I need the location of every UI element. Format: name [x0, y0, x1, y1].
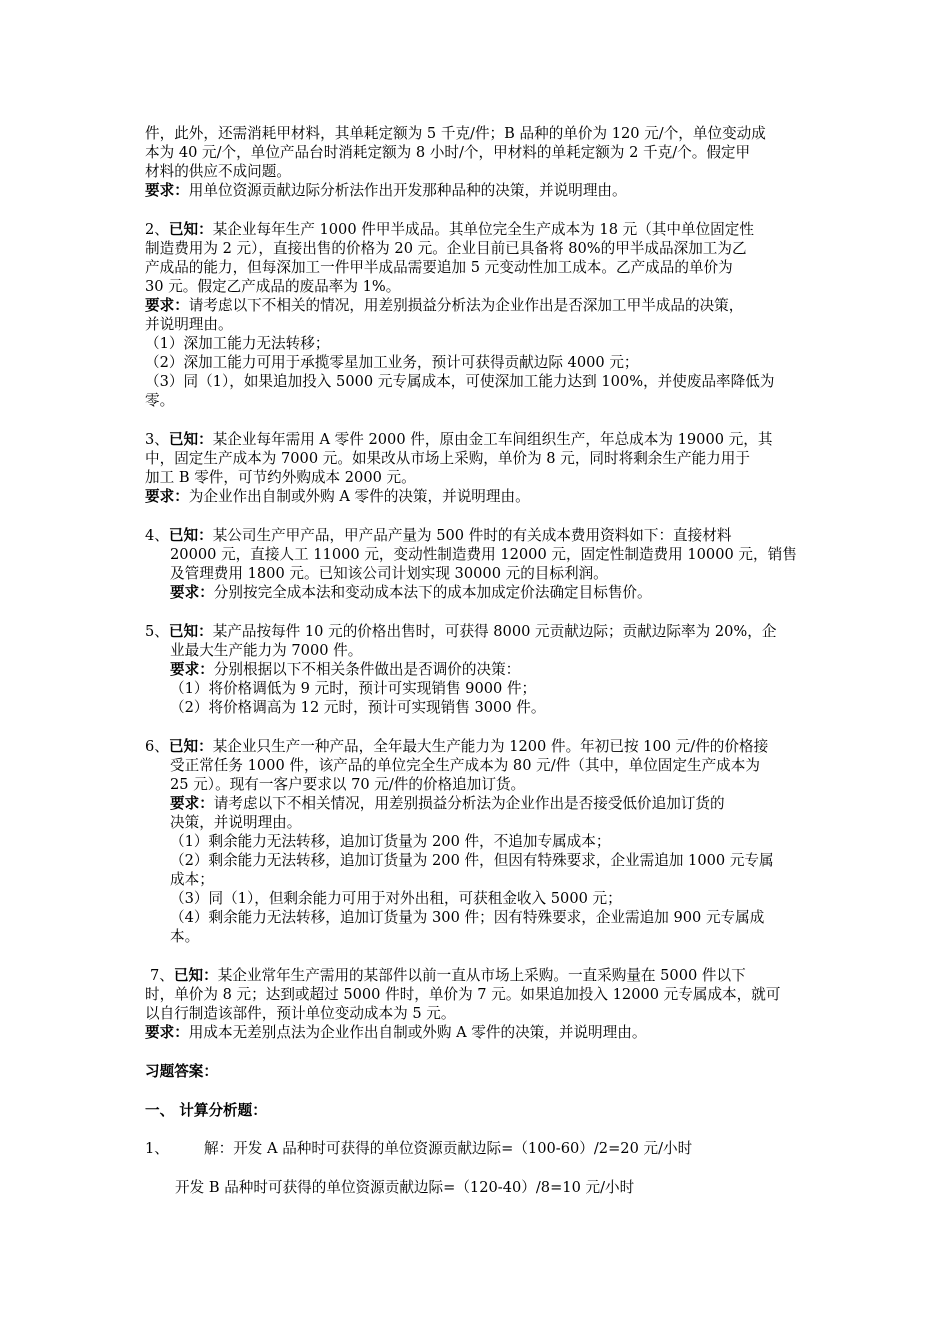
condition-item: （1）深加工能力无法转移；	[145, 335, 330, 352]
paragraph-line: 受正常任务 1000 件，该产品的单位完全生产成本为 80 元/件（其中，单位固定生产成本为	[170, 757, 760, 774]
question-number: 3、	[145, 431, 169, 448]
requirement-line	[145, 296, 743, 315]
paragraph-line: 制造费用为 2 元），直接出售的价格为 20 元。企业目前已具备将 80%的甲半成品深加工为乙	[145, 240, 747, 257]
paragraph-line: 25 元）。现有一客户要求以 70 元/件的价格追加订货。	[170, 776, 526, 793]
paragraph-line: 业最大生产能力为 7000 件。	[170, 642, 363, 659]
known-label: 已知：	[168, 221, 213, 238]
condition-item: （3）同（1），但剩余能力可用于对外出租，可获租金收入 5000 元；	[170, 890, 622, 907]
requirement-line	[145, 1023, 646, 1042]
question-4-line	[145, 526, 731, 545]
answers-heading: 习题答案：	[145, 1063, 218, 1080]
paragraph-line: 加工 B 零件，可节约外购成本 2000 元。	[145, 469, 416, 486]
condition-item: （2）剩余能力无法转移，追加订货量为 200 件，但因有特殊要求，企业需追加 1000 元专属	[170, 852, 774, 869]
paragraph-line: 20000 元，直接人工 11000 元，变动性制造费用 12000 元，固定性制造费用 10000 元，销售	[170, 546, 797, 563]
requirement-line	[170, 583, 652, 602]
condition-item: （1）剩余能力无法转移，追加订货量为 200 件，不追加专属成本；	[170, 833, 611, 850]
section-heading: 一、 计算分析题：	[145, 1102, 267, 1119]
paragraph-line: 及管理费用 1800 元。已知该公司计划实现 30000 元的目标利润。	[170, 565, 608, 582]
question-number: 6、	[145, 738, 169, 755]
known-label: 已知：	[173, 967, 218, 984]
condition-item: （2）深加工能力可用于承揽零星加工业务，预计可获得贡献边际 4000 元；	[145, 354, 639, 371]
question-number: 5、	[145, 623, 169, 640]
known-label: 已知：	[168, 738, 213, 755]
known-label: 已知：	[168, 527, 213, 544]
question-text: 某企业只生产一种产品，全年最大生产能力为 1200 件。年初已按 100 元/件的价格接	[212, 738, 769, 755]
requirement-text: 用成本无差别点法为企业作出自制或外购 A 零件的决策，并说明理由。	[188, 1024, 647, 1041]
paragraph-line: 30 元。假定乙产成品的废品率为 1%。	[145, 278, 401, 295]
requirement-text: 请考虑以下不相关情况，用差别损益分析法为企业作出是否接受低价追加订货的	[213, 795, 725, 812]
paragraph-line: 件，此外，还需消耗甲材料，其单耗定额为 5 千克/件；B 品种的单价为 120 元/个，单位变动成	[145, 125, 766, 142]
question-text: 某企业常年生产需用的某部件以前一直从市场上采购。一直采购量在 5000 件以下	[217, 967, 746, 984]
paragraph-line: 并说明理由。	[145, 316, 233, 333]
requirement-text: 用单位资源贡献边际分析法作出开发那种品种的决策，并说明理由。	[188, 182, 627, 199]
answer-1-line: 开发 B 品种时可获得的单位资源贡献边际=（120-40）/8=10 元/小时	[175, 1179, 635, 1196]
paragraph-line: 材料的供应不成问题。	[145, 163, 291, 180]
condition-item: （3）同（1），如果追加投入 5000 元专属成本，可使深加工能力达到 100%，并使废品率降低为	[145, 373, 775, 390]
requirement-text: 请考虑以下不相关的情况，用差别损益分析法为企业作出是否深加工甲半成品的决策，	[188, 297, 744, 314]
known-label: 已知：	[168, 431, 213, 448]
condition-item: （1）将价格调低为 9 元时，预计可实现销售 9000 件；	[170, 680, 537, 697]
requirement-line	[145, 181, 627, 200]
requirement-label: 要求：	[170, 795, 214, 812]
paragraph-line: 本。	[170, 928, 200, 945]
requirement-label: 要求：	[145, 182, 189, 199]
paragraph-line: 中，固定生产成本为 7000 元。如果改从市场上采购，单价为 8 元，同时将剩余生产能力用于	[145, 450, 750, 467]
question-number: 4、	[145, 527, 169, 544]
question-text: 某企业每年生产 1000 件甲半成品。其单位完全生产成本为 18 元（其中单位固定性	[212, 221, 754, 238]
question-3-line	[145, 430, 772, 449]
requirement-line	[170, 660, 520, 679]
paragraph-line: 成本；	[170, 871, 214, 888]
requirement-text: 分别按完全成本法和变动成本法下的成本加成定价法确定目标售价。	[213, 584, 652, 601]
known-label: 已知：	[168, 623, 213, 640]
answer-1-line: 解：开发 A 品种时可获得的单位资源贡献边际=（100-60）/2=20 元/小时	[204, 1140, 693, 1157]
question-number: 7、	[150, 967, 174, 984]
paragraph-line: 时，单价为 8 元；达到或超过 5000 件时，单价为 7 元。如果追加投入 12000 元专属成本，就可	[145, 986, 781, 1003]
requirement-label: 要求：	[145, 297, 189, 314]
requirement-label: 要求：	[170, 584, 214, 601]
question-7-line	[150, 966, 746, 985]
requirement-line	[170, 794, 725, 813]
question-text: 某产品按每件 10 元的价格出售时，可获得 8000 元贡献边际；贡献边际率为 20%，企	[212, 623, 777, 640]
paragraph-line: 以自行制造该部件，预计单位变动成本为 5 元。	[145, 1005, 456, 1022]
condition-item: （2）将价格调高为 12 元时，预计可实现销售 3000 件。	[170, 699, 546, 716]
question-6-line	[145, 737, 768, 756]
paragraph-line: 本为 40 元/个，单位产品台时消耗定额为 8 小时/个，甲材料的单耗定额为 2 千克/个。假定甲	[145, 144, 751, 161]
question-number: 2、	[145, 221, 169, 238]
requirement-label: 要求：	[145, 1024, 189, 1041]
requirement-label: 要求：	[145, 488, 189, 505]
requirement-label: 要求：	[170, 661, 214, 678]
requirement-text: 为企业作出自制或外购 A 零件的决策，并说明理由。	[188, 488, 530, 505]
paragraph-line: 产成品的能力，但每深加工一件甲半成品需要追加 5 元变动性加工成本。乙产成品的单价为	[145, 259, 733, 276]
paragraph-line: 零。	[145, 392, 175, 409]
paragraph-line: 决策，并说明理由。	[170, 814, 302, 831]
question-2-line	[145, 220, 754, 239]
question-text: 某企业每年需用 A 零件 2000 件，原由金工车间组织生产，年总成本为 19000 元，其	[212, 431, 773, 448]
requirement-line	[145, 487, 530, 506]
requirement-text: 分别根据以下不相关条件做出是否调价的决策：	[213, 661, 521, 678]
condition-item: （4）剩余能力无法转移，追加订货量为 300 件；因有特殊要求，企业需追加 900 元专属成	[170, 909, 765, 926]
question-text: 某公司生产甲产品，甲产品产量为 500 件时的有关成本费用资料如下：直接材料	[212, 527, 732, 544]
answer-1-number: 1、	[145, 1140, 169, 1157]
question-5-line	[145, 622, 776, 641]
